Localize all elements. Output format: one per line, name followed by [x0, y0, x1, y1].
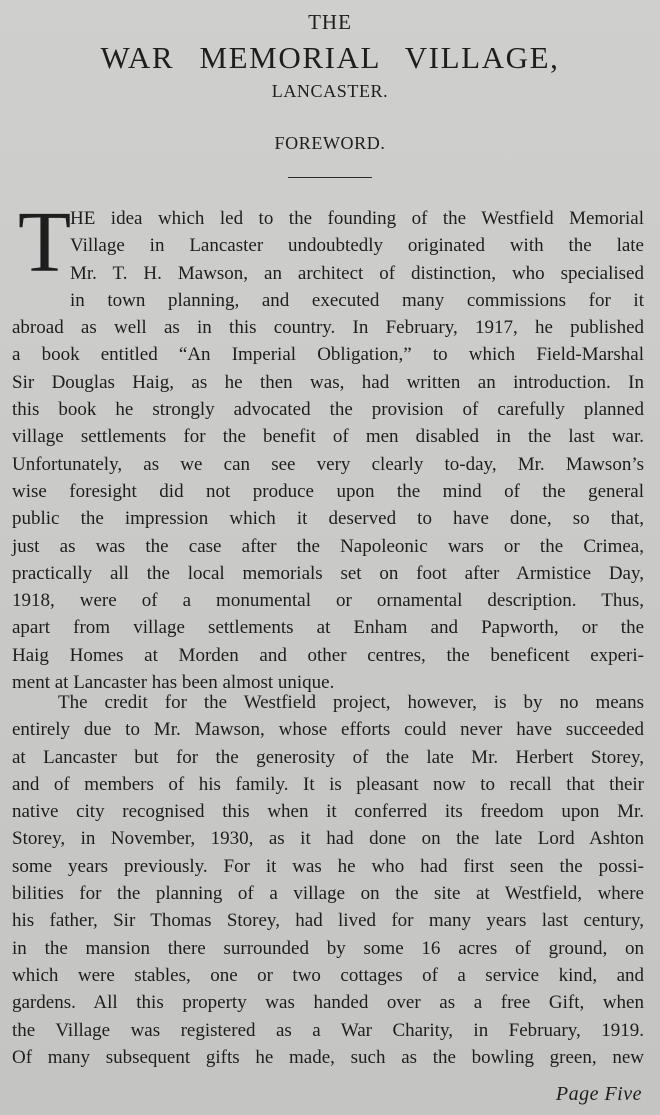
text-line: apart from village settlements at Enham and Papworth, or the [12, 617, 644, 639]
text-line: ment at Lancaster has been almost unique. [12, 672, 335, 694]
text-line: at Lancaster but for the generosity of the late Mr. Herbert Storey, [12, 746, 644, 768]
title-city: LANCASTER. [271, 81, 389, 101]
title-article: THE [308, 10, 352, 34]
text-line: gardens. All this property was handed over as a free Gift, when [12, 992, 644, 1014]
text-line: Sir Douglas Haig, as he then was, had written an introduction. In [12, 371, 644, 393]
text-line: entirely due to Mr. Mawson, whose efforts could never have succeeded [12, 719, 644, 741]
text-line: some years previously. For it was he who had first seen the possi- [12, 855, 644, 877]
heading-divider [288, 177, 372, 178]
text-line: HE idea which led to the founding of the Westfield Memorial [70, 208, 644, 229]
text-line: which were stables, one or two cottages of a service kind, and [12, 964, 644, 986]
text-line: in town planning, and executed many commissions for it [70, 289, 644, 311]
page-number: Page Five [555, 1083, 642, 1105]
text-line: village settlements for the benefit of men disabled in the last war. [12, 426, 644, 448]
text-line: Haig Homes at Morden and other centres, the beneficent experi- [12, 644, 644, 666]
text-line: Mr. T. H. Mawson, an architect of distinction, who specialised [70, 262, 644, 284]
paragraph-2 [12, 689, 644, 1071]
text-line: bilities for the planning of a village on the site at Westfield, where [12, 883, 644, 905]
text-line: Storey, in November, 1930, as it had done on the late Lord Ashton [12, 828, 644, 850]
text-line: this book he strongly advocated the provision of carefully planned [12, 399, 644, 421]
text-line: public the impression which it deserved to have done, so that, [12, 508, 644, 530]
text-line: his father, Sir Thomas Storey, had lived for many years last century, [12, 910, 644, 932]
text-line: in the mansion there surrounded by some 16 acres of ground, on [12, 937, 644, 959]
text-line: Of many subsequent gifts he made, such as the bowling green, new [12, 1046, 644, 1068]
section-heading: FOREWORD. [274, 133, 386, 153]
text-line: The credit for the Westfield project, however, is by no means [58, 692, 644, 713]
text-line: Unfortunately, as we can see very clearly to-day, Mr. Mawson’s [12, 453, 644, 475]
text-line: wise foresight did not produce upon the mind of the general [12, 480, 644, 502]
paragraph-1 [12, 193, 644, 696]
page-title: WAR MEMORIAL VILLAGE, [100, 40, 560, 75]
text-line: and of members of his family. It is pleasant now to recall that their [12, 773, 644, 795]
text-line: just as was the case after the Napoleonic wars or the Crimea, [12, 535, 644, 557]
drop-cap: T [18, 193, 72, 290]
text-line: 1918, were of a monumental or ornamental description. Thus, [12, 590, 644, 612]
text-line: practically all the local memorials set on foot after Armistice Day, [12, 562, 644, 584]
text-line: the Village was registered as a War Charity, in February, 1919. [12, 1019, 644, 1041]
text-line: a book entitled “An Imperial Obligation,” to which Field-Marshal [12, 344, 644, 366]
text-line: native city recognised this when it conferred its freedom upon Mr. [12, 801, 644, 823]
text-line: Village in Lancaster undoubtedly originated with the late [70, 235, 644, 257]
text-line: abroad as well as in this country. In February, 1917, he published [12, 317, 644, 339]
